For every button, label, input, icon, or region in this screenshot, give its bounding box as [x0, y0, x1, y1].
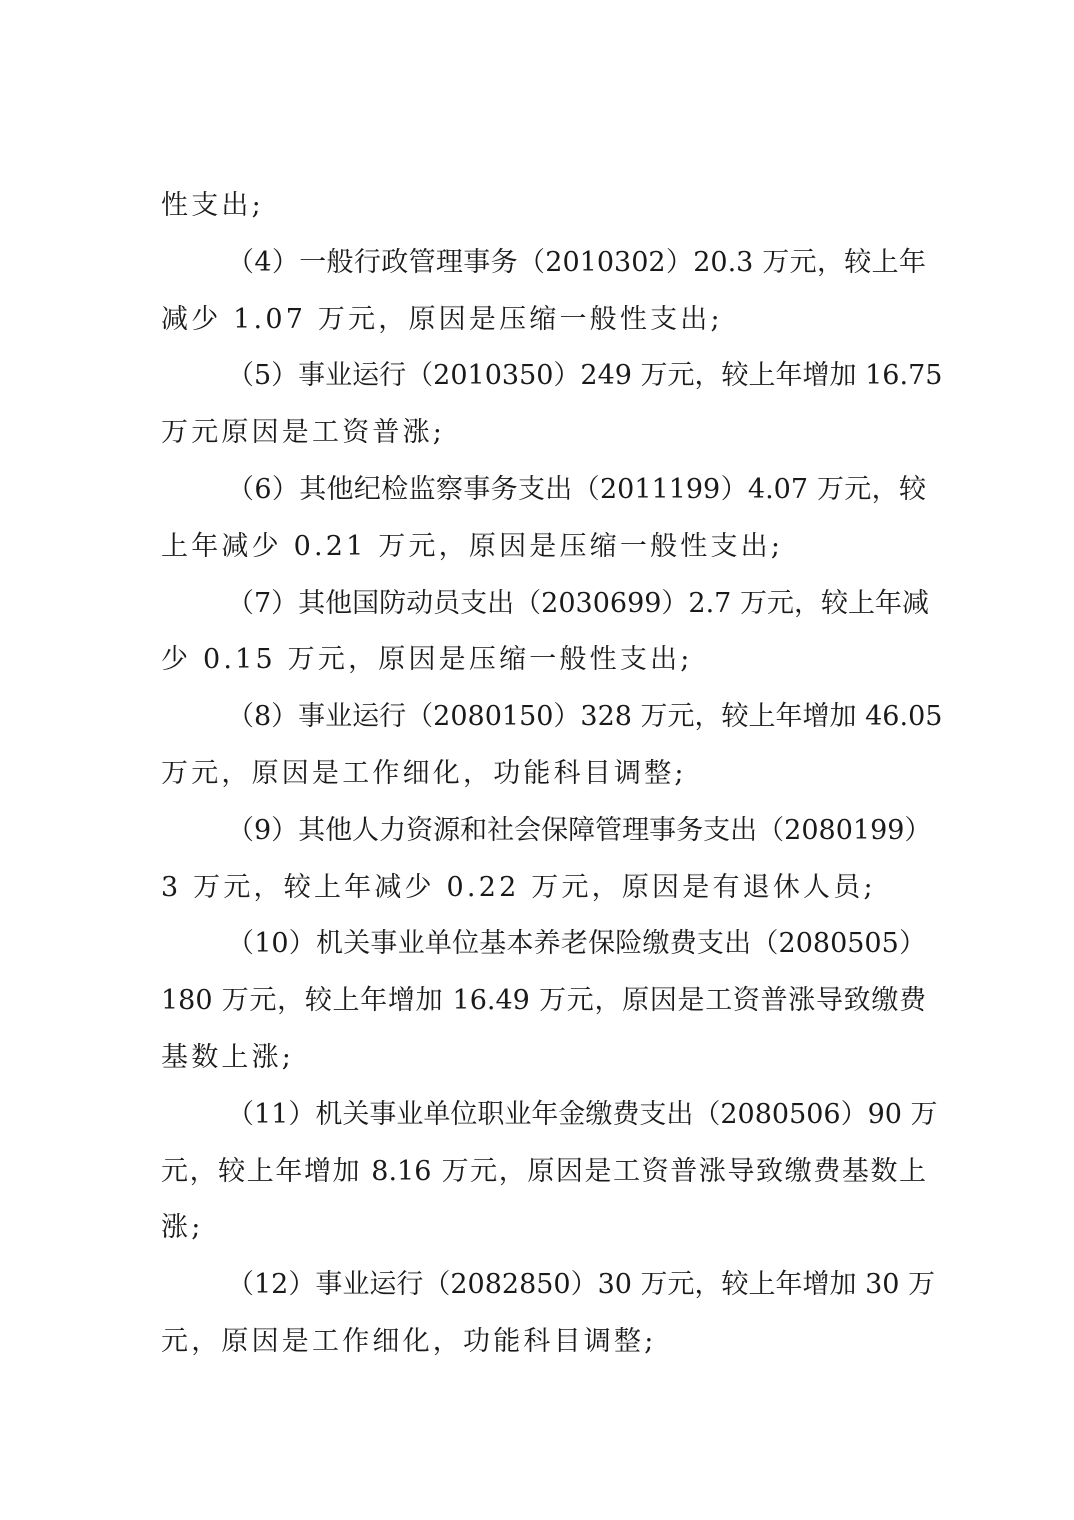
document-body	[161, 178, 943, 1371]
text-line: （9）其他人力资源和社会保障管理事务支出（2080199）	[227, 814, 932, 846]
text-line: （12）事业运行（2082850）30 万元，较上年增加 30 万	[227, 1269, 936, 1301]
text-line: 减少 1.07 万元，原因是压缩一般性支出;	[161, 303, 723, 335]
text-line: （6）其他纪检监察事务支出（2011199）4.07 万元，较	[227, 473, 926, 505]
text-line: 基数上涨;	[161, 1041, 295, 1073]
text-line: （10）机关事业单位基本养老保险缴费支出（2080505）	[227, 928, 926, 960]
text-line: 少 0.15 万元，原因是压缩一般性支出;	[161, 644, 693, 676]
text-line: 性支出;	[161, 190, 264, 221]
text-line: （7）其他国防动员支出（2030699）2.7 万元，较上年减	[227, 587, 929, 619]
text-line: 上年减少 0.21 万元，原因是压缩一般性支出;	[161, 530, 784, 562]
text-line: （4）一般行政管理事务（2010302）20.3 万元，较上年	[227, 246, 926, 278]
text-line: 元，原因是工作细化，功能科目调整;	[161, 1325, 657, 1357]
text-line: 元，较上年增加 8.16 万元，原因是工资普涨导致缴费基数上	[161, 1155, 926, 1187]
text-line: 3 万元，较上年减少 0.22 万元，原因是有退休人员;	[161, 871, 876, 903]
text-line: 万元原因是工资普涨;	[161, 417, 446, 449]
text-line: 涨;	[161, 1212, 204, 1244]
text-line: （11）机关事业单位职业年金缴费支出（2080506）90 万	[227, 1098, 938, 1130]
text-line: （8）事业运行（2080150）328 万元，较上年增加 46.05	[227, 701, 943, 733]
text-line: （5）事业运行（2010350）249 万元，较上年增加 16.75	[227, 360, 943, 392]
text-line: 180 万元，较上年增加 16.49 万元，原因是工资普涨导致缴费	[161, 985, 926, 1017]
text-line: 万元，原因是工作细化，功能科目调整;	[161, 757, 687, 789]
